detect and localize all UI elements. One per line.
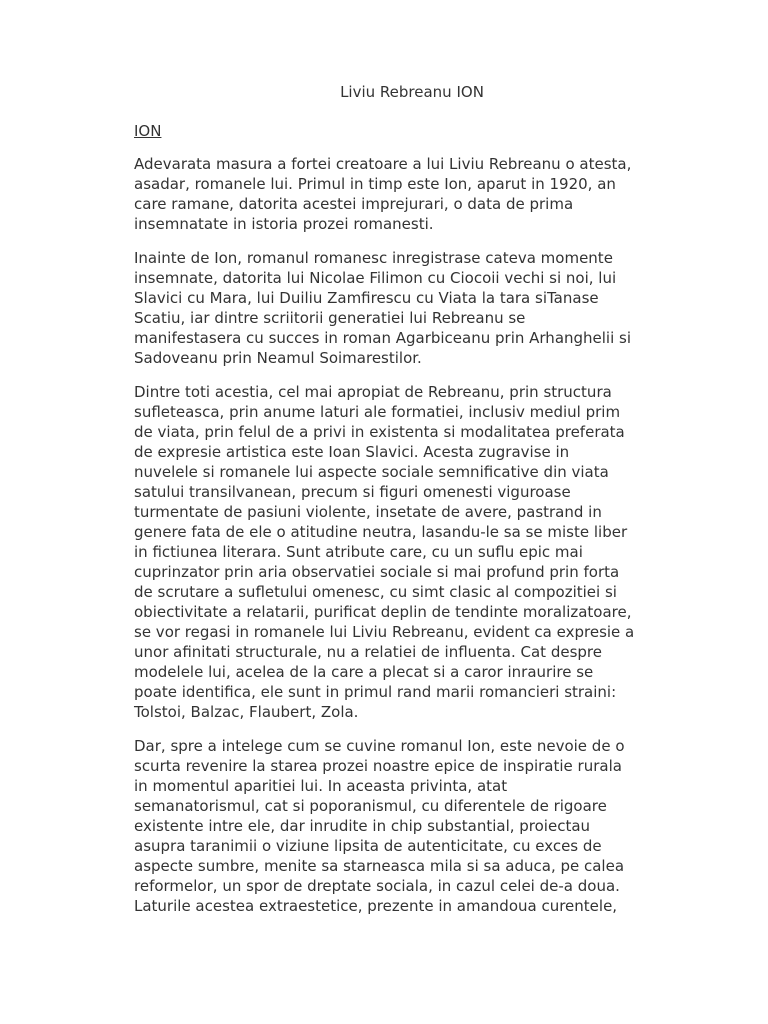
paragraph [134, 154, 690, 234]
paragraph-line: Adevarata masura a fortei creatoare a lui Liviu Rebreanu o atesta, [134, 155, 632, 173]
paragraph-line: nuvelele si romanele lui aspecte sociale semnificative din viata [134, 463, 609, 481]
paragraph-line: genere fata de ele o atitudine neutra, lasandu-le sa se miste liber [134, 523, 628, 541]
paragraph-line: modelele lui, acelea de la care a plecat si a caror inraurire se [134, 663, 594, 681]
paragraph-line: sufleteasca, prin anume laturi ale formatiei, inclusiv mediul prim [134, 403, 621, 421]
paragraph-line: in momentul aparitiei lui. In aceasta privinta, atat [134, 777, 508, 795]
paragraph-line: asadar, romanele lui. Primul in timp este Ion, aparut in 1920, an [134, 175, 616, 193]
document-page [134, 82, 690, 930]
paragraph-line: in fictiunea literara. Sunt atribute care, cu un suflu epic mai [134, 543, 583, 561]
paragraph-line: existente intre ele, dar inrudite in chip substantial, proiectau [134, 817, 591, 835]
paragraph-line: obiectivitate a relatarii, purificat deplin de tendinte moralizatoare, [134, 603, 632, 621]
paragraph-line: de scrutare a sufletului omenesc, cu simt clasic al compozitiei si [134, 583, 617, 601]
paragraph-line: Tolstoi, Balzac, Flaubert, Zola. [134, 703, 359, 721]
paragraph-line: Dar, spre a intelege cum se cuvine romanul Ion, este nevoie de o [134, 737, 625, 755]
document-body [134, 154, 690, 916]
paragraph-line: cuprinzator prin aria observatiei sociale si mai profund prin forta [134, 563, 620, 581]
paragraph-line: insemnatate in istoria prozei romanesti. [134, 215, 434, 233]
paragraph-line: Scatiu, iar dintre scriitorii generatiei lui Rebreanu se [134, 309, 526, 327]
paragraph-line: de viata, prin felul de a privi in existenta si modalitatea preferata [134, 423, 625, 441]
paragraph-line: Inainte de Ion, romanul romanesc inregistrase cateva momente [134, 249, 613, 267]
section-heading: ION [134, 122, 162, 140]
paragraph-line: unor afinitati structurale, nu a relatiei de influenta. Cat despre [134, 643, 602, 661]
paragraph [134, 382, 690, 722]
paragraph-line: Slavici cu Mara, lui Duiliu Zamfirescu cu Viata la tara siTanase [134, 289, 599, 307]
paragraph-line: turmentate de pasiuni violente, insetate de avere, pastrand in [134, 503, 602, 521]
paragraph-line: Dintre toti acestia, cel mai apropiat de Rebreanu, prin structura [134, 383, 612, 401]
paragraph-line: poate identifica, ele sunt in primul rand marii romancieri straini: [134, 683, 617, 701]
paragraph-line: aspecte sumbre, menite sa starneasca mila si sa aduca, pe calea [134, 857, 625, 875]
paragraph-line: se vor regasi in romanele lui Liviu Rebreanu, evident ca expresie a [134, 623, 635, 641]
paragraph-line: Sadoveanu prin Neamul Soimarestilor. [134, 349, 422, 367]
paragraph [134, 248, 690, 368]
paragraph-line: scurta revenire la starea prozei noastre epice de inspiratie rurala [134, 757, 622, 775]
paragraph-line: satului transilvanean, precum si figuri omenesti viguroase [134, 483, 571, 501]
paragraph-line: asupra taranimii o viziune lipsita de autenticitate, cu exces de [134, 837, 602, 855]
paragraph-line: insemnate, datorita lui Nicolae Filimon cu Ciocoii vechi si noi, lui [134, 269, 617, 287]
paragraph-line: reformelor, un spor de dreptate sociala, in cazul celei de-a doua. [134, 877, 620, 895]
paragraph-line: manifestasera cu succes in roman Agarbiceanu prin Arhanghelii si [134, 329, 632, 347]
paragraph-line: de expresie artistica este Ioan Slavici. Acesta zugravise in [134, 443, 570, 461]
paragraph-line: Laturile acestea extraestetice, prezente in amandoua curentele, [134, 897, 618, 915]
paragraph-line: semanatorismul, cat si poporanismul, cu diferentele de rigoare [134, 797, 607, 815]
paragraph-line: care ramane, datorita acestei imprejurari, o data de prima [134, 195, 574, 213]
document-title: Liviu Rebreanu ION [340, 83, 484, 101]
paragraph [134, 736, 690, 916]
